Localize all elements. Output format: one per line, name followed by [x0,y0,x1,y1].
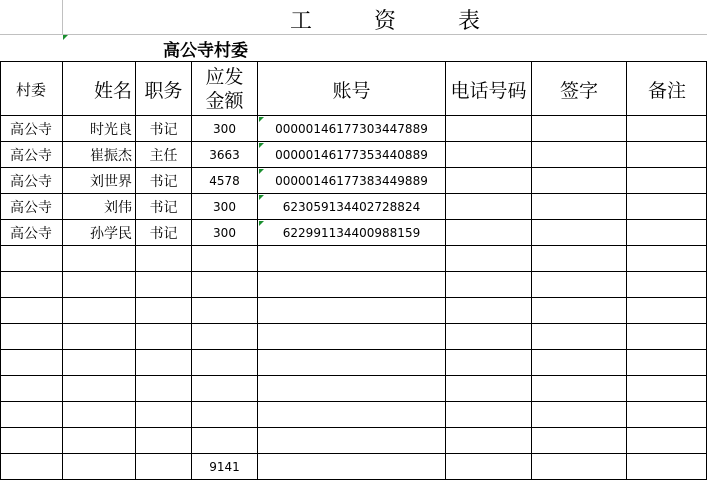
cell-account: 00000146177303447889 [275,122,428,136]
table-row [0,168,707,194]
cell-village: 高公寺 [10,226,52,242]
cell-name: 刘伟 [104,200,132,216]
table-row-border [0,349,707,350]
title-char: 资 [373,8,396,34]
header-remarks: 备注 [647,79,686,102]
cell-account: 623059134402728824 [282,200,421,214]
cell-position: 书记 [149,226,178,242]
error-indicator-icon [63,35,68,40]
table-row [0,220,707,246]
cell-amount: 4578 [209,174,240,188]
cell-amount: 300 [213,122,236,136]
total-amount: 9141 [209,460,240,474]
table-row-border [0,323,707,324]
sheet-title [290,4,480,34]
table-row-border [0,297,707,298]
cell-amount: 300 [213,226,236,240]
header-position: 职务 [144,79,183,102]
table-row [0,142,707,168]
cell-position: 书记 [149,200,178,216]
cell-name: 崔振杰 [90,148,132,164]
cell-amount: 300 [213,200,236,214]
cell-village: 高公寺 [10,174,52,190]
cell-name: 孙学民 [90,226,132,242]
cell-village: 高公寺 [10,122,52,138]
header-account: 账号 [332,79,371,102]
cell-name: 刘世界 [90,174,132,190]
header-amount-line2: 金额 [205,90,244,112]
cell-account: 00000146177383449889 [275,174,428,188]
cell-village: 高公寺 [10,148,52,164]
cell-position: 书记 [149,122,178,138]
cell-amount: 3663 [209,148,240,162]
table-row [0,116,707,142]
cell-name: 时光良 [90,122,132,138]
table-row-border [0,453,707,454]
header-name: 姓名 [93,79,132,102]
cell-position: 主任 [149,148,178,164]
header-signature: 签字 [559,79,598,102]
village-subtitle: 高公寺村委 [163,41,248,61]
header-amount [192,62,257,116]
title-char: 工 [290,8,313,34]
header-amount-line1: 应发 [205,66,244,88]
title-char: 表 [457,8,480,34]
table-row-border [0,375,707,376]
cell-account: 622991134400988159 [282,226,421,240]
cell-account: 00000146177353440889 [275,148,428,162]
table-row-border [0,401,707,402]
cell-village: 高公寺 [10,200,52,216]
header-phone: 电话号码 [450,79,527,102]
header-village: 村委 [15,80,46,99]
table-row [0,194,707,220]
table-row-border [0,271,707,272]
cell-position: 书记 [149,174,178,190]
table-row-border [0,427,707,428]
